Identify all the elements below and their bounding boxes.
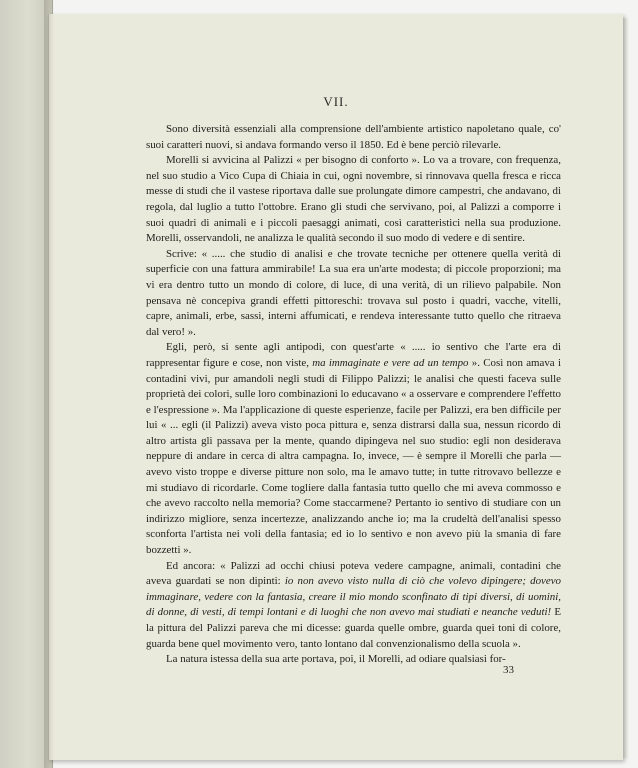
paragraph-2: Morelli si avvicina al Palizzi « per bisogno di conforto ». Lo va a trovare, con frequenza, nel suo studio a Vico Cupa di Chiaia in cui, ogni novembre, si rinnovava quella fresca e ricca messe di studi che il vastese riportava dalle sue prolungate dimore campestri, che andavano, di regola, dal luglio a tutto l'ottobre. Erano gli studi che servivano, poi, al Palizzi a comporre i suoi quadri di animali e i piccoli paesaggi animati, così caratteristici nella sua produzione. Morelli, osservandoli, ne analizza le qualità secondo il suo modo di vedere e di sentire.: [146, 154, 561, 245]
paragraph-5-italic: io non avevo visto nulla di ciò che volevo dipingere; dovevo immaginare, vedere con la fantasia, creare il mio mondo sconfinato di tipi diversi, di uomini, di donne, di vesti, di tempi lontani e di luoghi che non avevo mai studiati e neanche veduti!: [146, 575, 561, 619]
paragraph-6: La natura istessa della sua arte portava, poi, il Morelli, ad odiare qualsiasi for-: [166, 653, 506, 666]
paragraph-5-part-b: E la pittura del Palizzi pareva che mi dicesse: guarda quelle ombre, guarda quei toni di colore, guarda bene quel movimento vero, tanto lontano dal convenzionalismo della scuola ».: [146, 606, 561, 650]
paragraph-5: [146, 559, 561, 653]
paragraph-4-part-a: Egli, però, si sente agli antipodi, con quest'arte « ..... io sentivo che l'arte era di rappresentar figure e cose, non viste,: [146, 341, 561, 369]
book-page: [48, 14, 623, 760]
paragraph-3: Scrive: « ..... che studio di analisi e che trovate tecniche per ottenere quella verità di superficie con una fattura ammirabile! La sua era un'arte modesta; di piccole proporzioni; ma vi era dentro tutto un mondo di colore, di luce, di una verità, di un rilievo palpabile. Non pensava nè concepiva grandi effetti pittoreschi: trovava sul posto i quadri, vacche, vitelli, capre, animali, erbe, sassi, interni affumicati, e rendeva interessante tutto quello che ritraeva dal vero! ».: [146, 247, 561, 338]
chapter-heading: VII.: [323, 94, 349, 109]
paragraph-4-italic: ma immaginate e vere ad un tempo: [312, 356, 469, 369]
paragraph-4: [146, 340, 561, 558]
paragraph-4-part-b: ». Così non amava i contadini vivi, pur amandoli negli studi di Filippo Palizzi; le analisi che questi faceva sulle proprietà dei colori, sulle loro combinazioni lo educavano « a osservare e comprendere l'effetto e l'espressione ». Ma l'applicazione di queste esperienze, facile per Palizzi, era ben difficile per lui « ... egli (il Palizzi) aveva visto poca pittura e, senza distrarsi dalla sua, nessun ricordo di altro artista gli passava per la mente, quando dipingeva nel suo studio: egli non desiderava neppure di andare in cerca di altra campagna. Io, invece, — è sempre il Morelli che parla — avevo visto troppe e diverse pitture non solo, ma le amavo tutte; in tutte ritrovavo bellezze e mi studiavo di ricordarle. Come togliere dalla fantasia tutto quello che mi aveva commosso e che avevo raccolto nella memoria? Come staccarmene? Pertanto io sentivo di studiare con un indirizzo migliore, senza incertezze, analizzando anche io; ma la crudeltà dell'analisi spesso sconforta l'artista nei voli della fantasia; ed io lo sentivo e non avevo più la smania di fare bozzetti ».: [146, 356, 561, 557]
page-number: 33: [503, 664, 514, 676]
body-text: [146, 122, 561, 668]
paragraph-5-part-a: Ed ancora: « Palizzi ad occhi chiusi poteva vedere campagne, animali, contadini che aveva guardati se non dipinti:: [146, 559, 561, 588]
spine-shadow: [44, 0, 54, 768]
paragraph-1: Sono diversità essenziali alla comprensione dell'ambiente artistico napoletano quale, co' suoi caratteri nuovi, si andava formando verso il 1850. Ed è bene perciò rilevarle.: [146, 123, 561, 151]
